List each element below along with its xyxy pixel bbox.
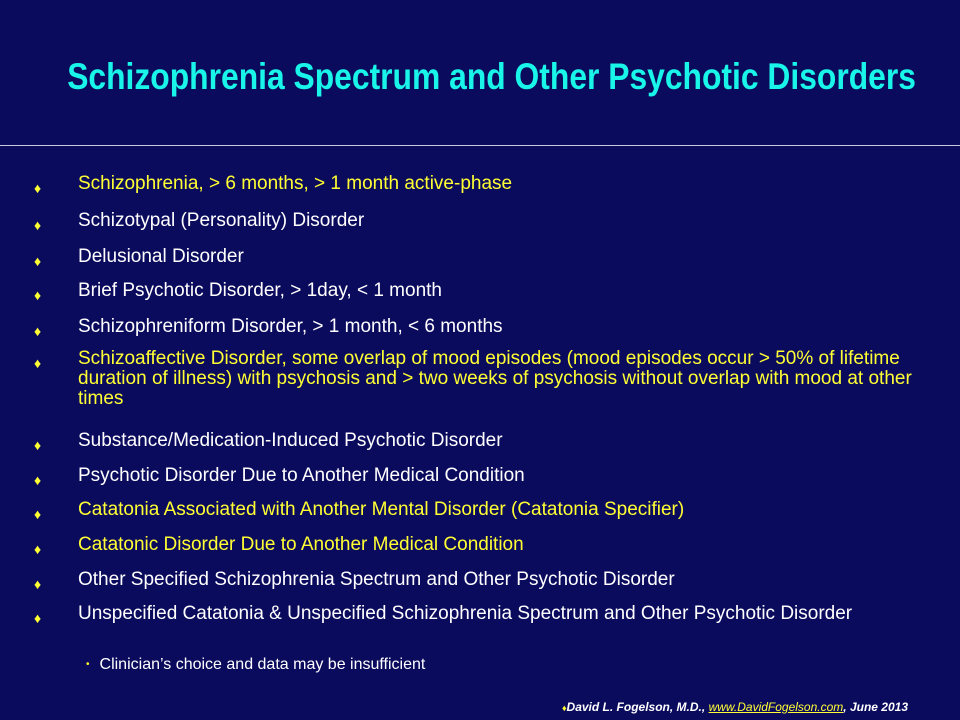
bullet-item: ♦ Other Specified Schizophrenia Spectrum and Other Psychotic Disorder: [34, 569, 675, 591]
bullet-item: ♦ Schizoaffective Disorder, some overlap of mood episodes (mood episodes occur > 50% of lifetime duration of illness) with psychosis and > two weeks of psychosis without overlap with mood at other times: [34, 348, 912, 409]
diamond-bullet-icon: ♦: [34, 541, 42, 557]
bullet-item: ♦ Schizophreniform Disorder, > 1 month, < 6 months: [34, 316, 503, 338]
diamond-bullet-icon: ♦: [34, 472, 42, 488]
title-divider: [0, 145, 960, 146]
diamond-bullet-icon: ♦: [34, 180, 42, 196]
bullet-item: ♦ Psychotic Disorder Due to Another Medical Condition: [34, 465, 525, 487]
bullet-item: ♦ Schizotypal (Personality) Disorder: [34, 210, 364, 232]
footer-credit: [562, 700, 908, 714]
footer-author: David L. Fogelson, M.D.,: [566, 700, 706, 714]
diamond-bullet-icon: ♦: [34, 506, 42, 522]
diamond-bullet-icon: ♦: [34, 610, 42, 626]
diamond-bullet-icon: ♦: [34, 253, 42, 269]
bullet-item: ♦ Unspecified Catatonia & Unspecified Schizophrenia Spectrum and Other Psychotic Disorder: [34, 603, 853, 626]
diamond-bullet-icon: ♦: [34, 355, 42, 371]
slide-title: Schizophrenia Spectrum and Other Psychotic Disorders: [67, 56, 916, 97]
bullet-item: ♦ Catatonia Associated with Another Mental Disorder (Catatonia Specifier): [34, 499, 684, 521]
bullet-item: ♦ Delusional Disorder: [34, 246, 244, 268]
diamond-bullet-icon: ♦: [34, 217, 42, 233]
bullet-item: ♦ Substance/Medication-Induced Psychotic Disorder: [34, 430, 503, 452]
footer-website-link[interactable]: www.DavidFogelson.com: [708, 700, 844, 714]
dot-bullet-icon: •: [86, 659, 90, 670]
diamond-bullet-icon: ♦: [34, 576, 42, 592]
bullet-item: ♦ Brief Psychotic Disorder, > 1day, < 1 month: [34, 280, 442, 302]
diamond-bullet-icon: ♦: [561, 703, 567, 713]
bullet-item: ♦ Schizophrenia, > 6 months, > 1 month active-phase: [34, 173, 512, 195]
footer-date: , June 2013: [843, 700, 908, 714]
diamond-bullet-icon: ♦: [34, 437, 42, 453]
diamond-bullet-icon: ♦: [34, 287, 42, 303]
bullet-item: ♦ Catatonic Disorder Due to Another Medical Condition: [34, 534, 524, 556]
sub-bullet-item: • Clinician’s choice and data may be insufficient: [86, 656, 426, 673]
diamond-bullet-icon: ♦: [34, 323, 42, 339]
